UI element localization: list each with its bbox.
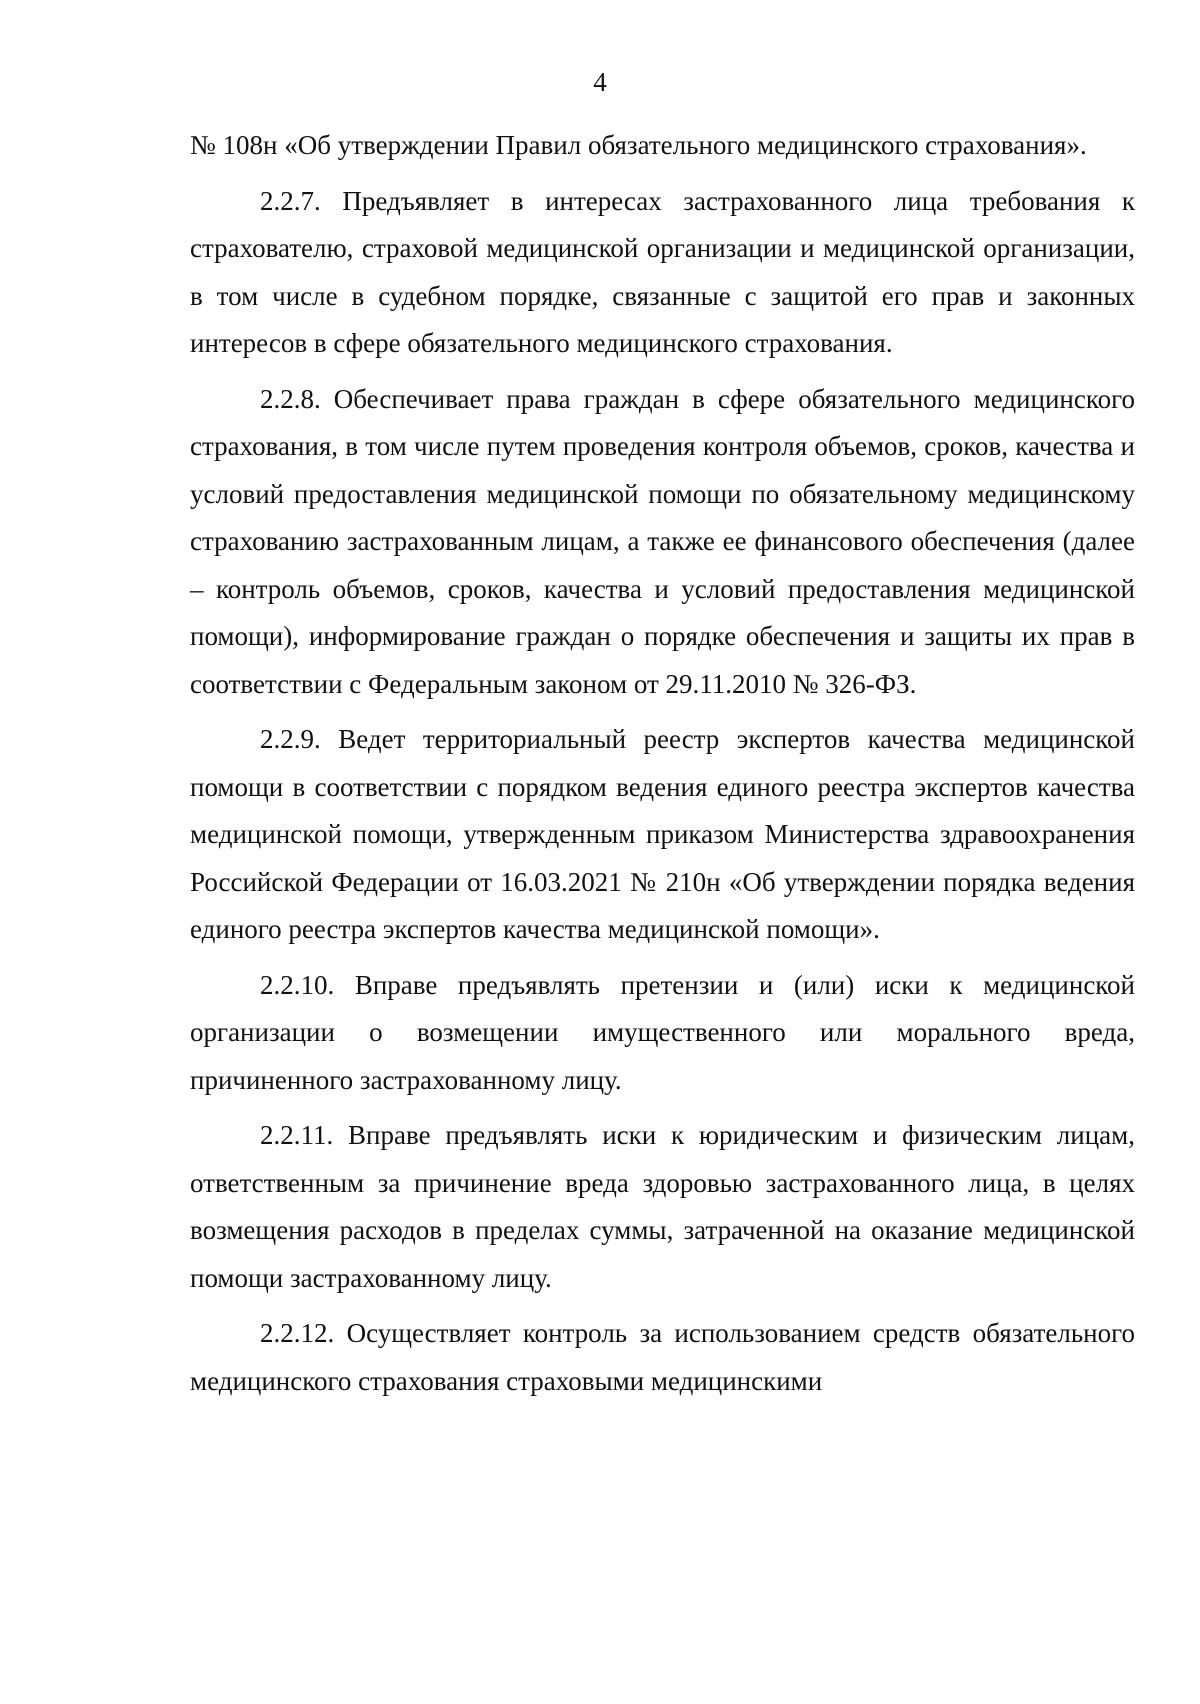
paragraph-2-2-12: 2.2.12. Осуществляет контроль за использованием средств обязательного медицинского страхования страховыми медицинскими [190, 1318, 1135, 1396]
document-body [190, 122, 1135, 1405]
paragraph-2-2-11: 2.2.11. Вправе предъявлять иски к юридическим и физическим лицам, ответственным за причинение вреда здоровью застрахованного лица, в целях возмещения расходов в пределах суммы, затраченной на оказание медицинской помощи застрахованному лицу. [190, 1120, 1135, 1293]
paragraph-2-2-8: 2.2.8. Обеспечивает права граждан в сфере обязательного медицинского страхования, в том числе путем проведения контроля объемов, сроков, качества и условий предоставления медицинской помощи по обязательному медицинскому страхованию застрахованным лицам, а также ее финансового обеспечения (далее – контроль объемов, сроков, качества и условий предоставления медицинской помощи), информирование граждан о порядке обеспечения и защиты их прав в соответствии с Федеральным законом от 29.11.2010 № 326-ФЗ. [190, 383, 1135, 699]
paragraph-continuation: № 108н «Об утверждении Правил обязательного медицинского страхования». [190, 130, 1087, 160]
paragraph-2-2-9: 2.2.9. Ведет территориальный реестр экспертов качества медицинской помощи в соответствии с порядком ведения единого реестра экспертов качества медицинской помощи, утвержденным приказом Министерства здравоохранения Российской Федерации от 16.03.2021 № 210н «Об утверждении порядка ведения единого реестра экспертов качества медицинской помощи». [190, 724, 1135, 944]
paragraph-2-2-10: 2.2.10. Вправе предъявлять претензии и (или) иски к медицинской организации о возмещении имущественного или морального вреда, причиненного застрахованному лицу. [190, 969, 1135, 1095]
paragraph-2-2-7: 2.2.7. Предъявляет в интересах застрахованного лица требования к страхователю, страховой медицинской организации и медицинской организации, в том числе в судебном порядке, связанные с защитой его прав и законных интересов в сфере обязательного медицинского страхования. [190, 185, 1135, 358]
page-number: 4 [593, 67, 607, 97]
